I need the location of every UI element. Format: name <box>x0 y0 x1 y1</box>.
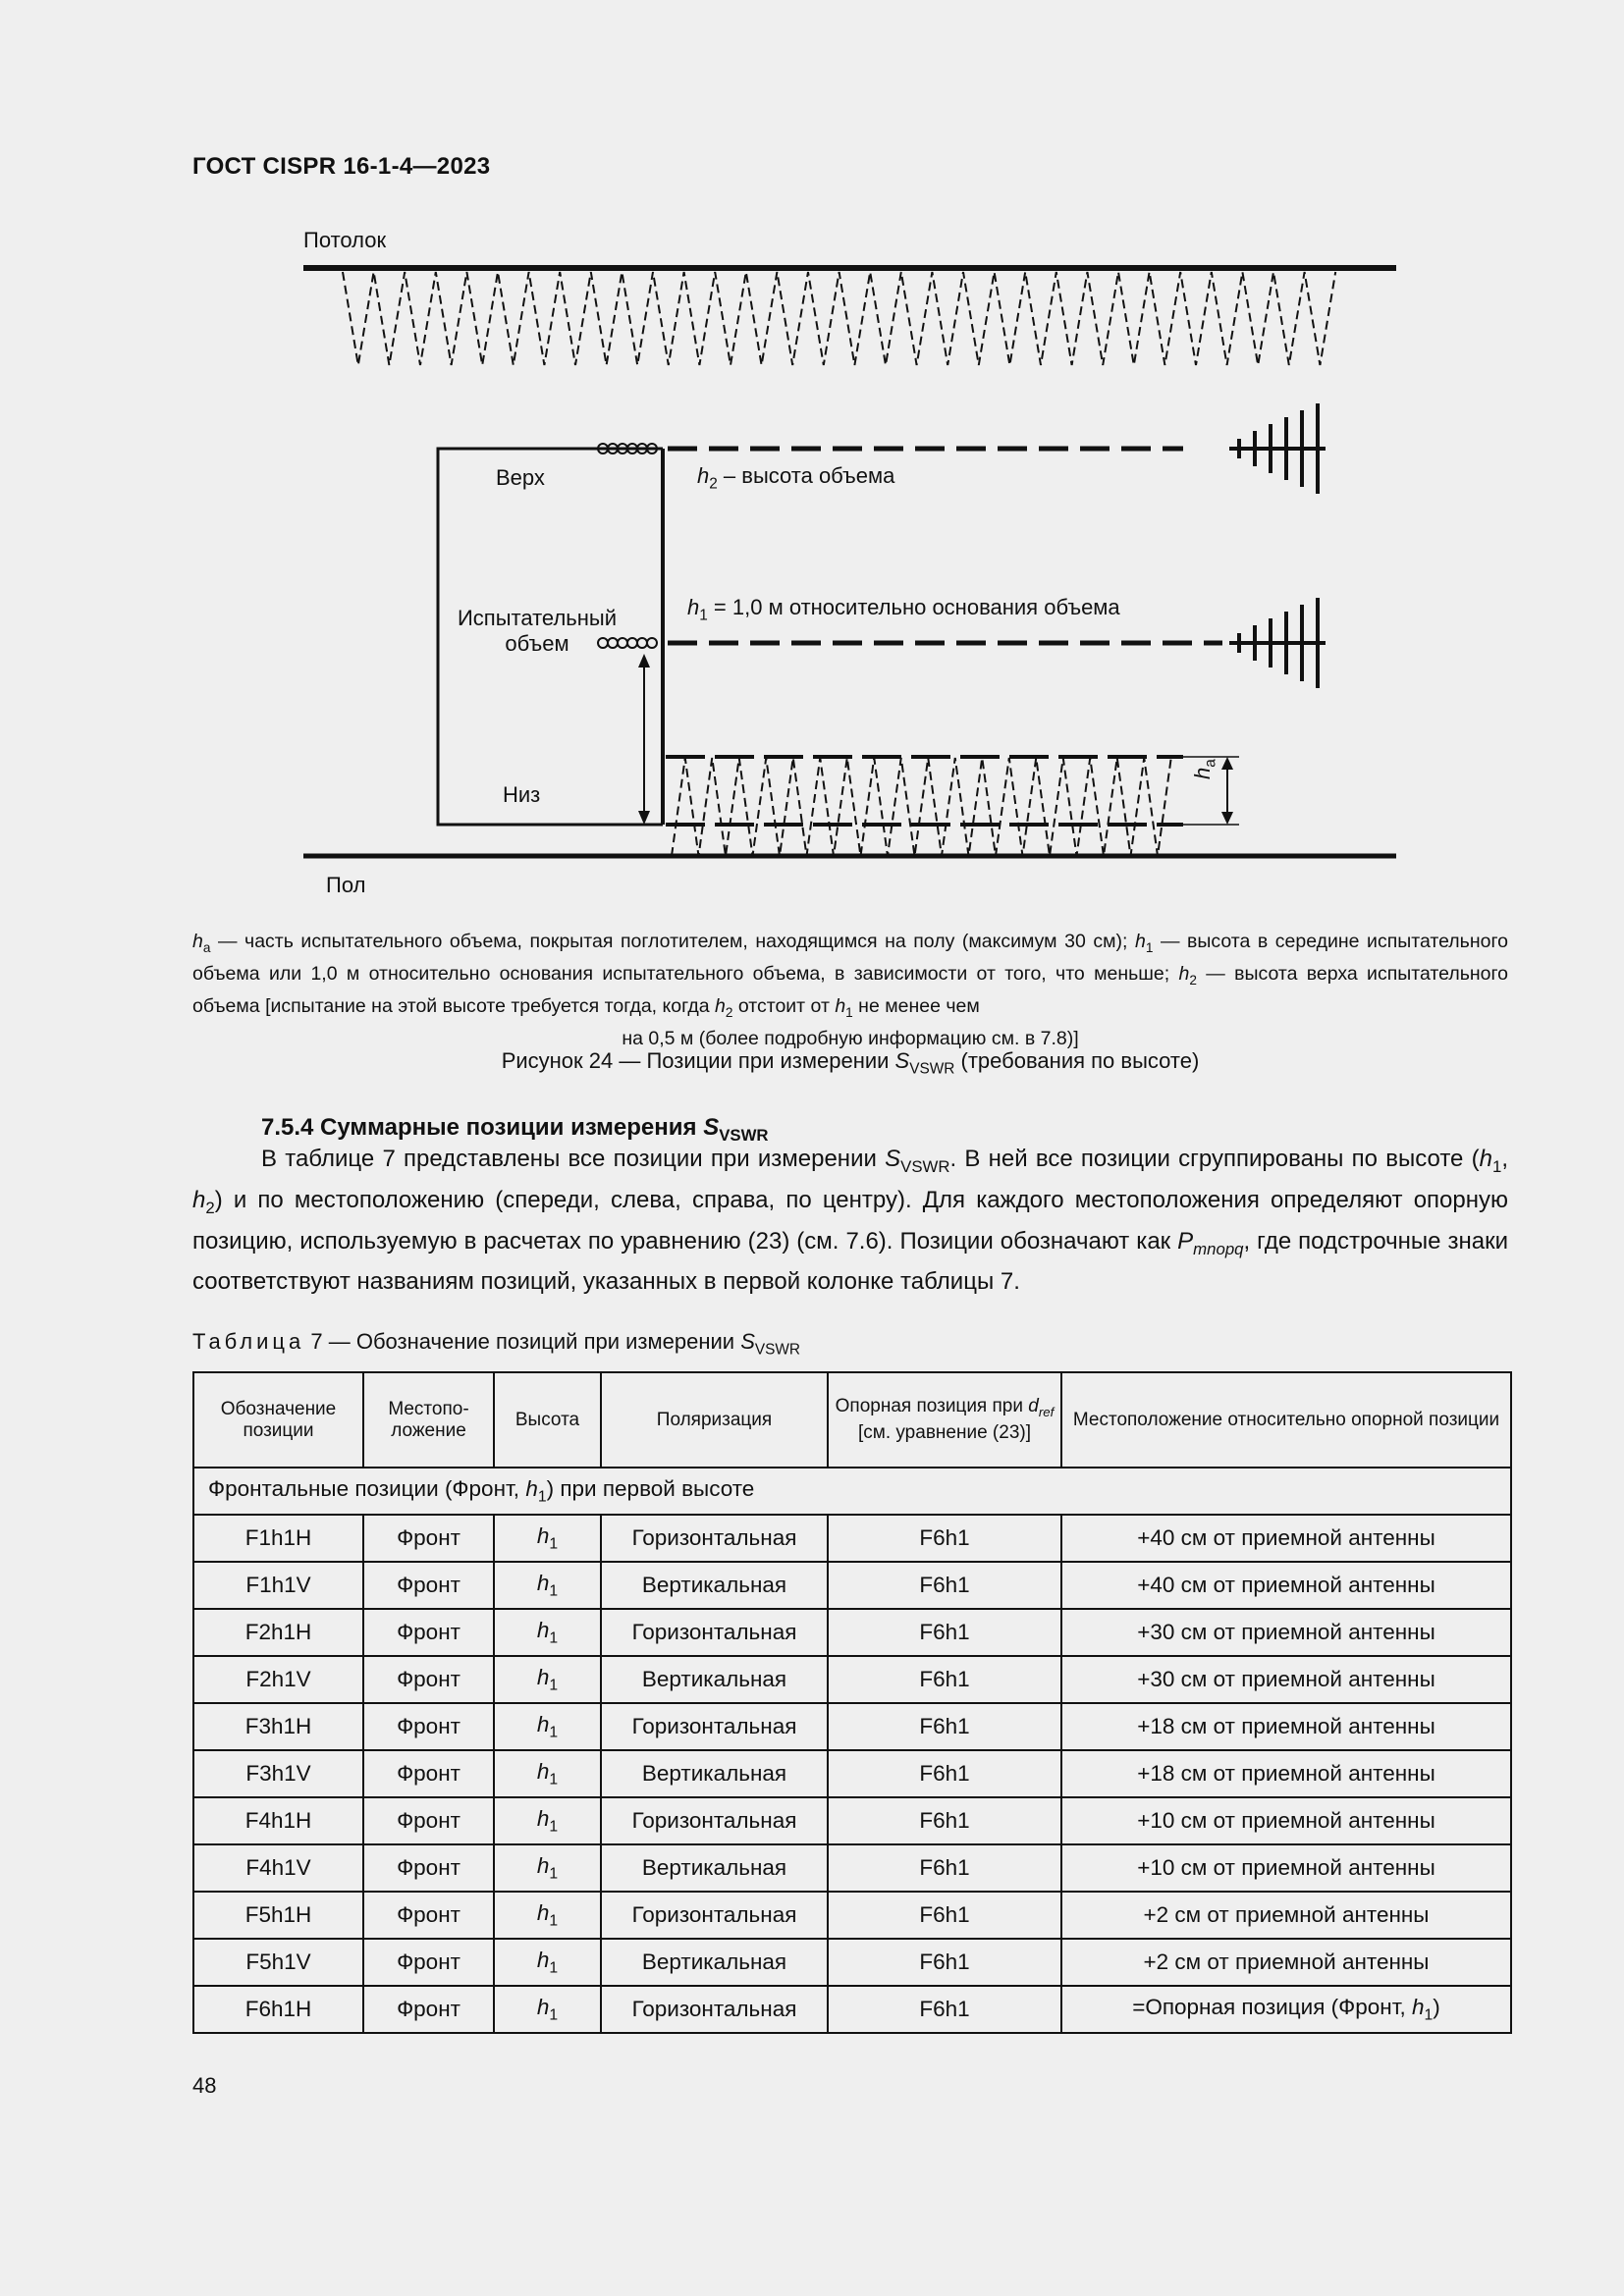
table-row <box>193 1750 1511 1797</box>
cell-relative: +18 см от приемной антенны <box>1061 1750 1511 1797</box>
table-row <box>193 1986 1511 2033</box>
height-arrow-up <box>638 654 650 667</box>
table-row <box>193 1703 1511 1750</box>
header-location: Местопо-ложение <box>363 1372 494 1468</box>
ha-arrow-up <box>1221 757 1233 770</box>
cell-relative: +30 см от приемной антенны <box>1061 1656 1511 1703</box>
cell-reference: F6h1 <box>828 1892 1061 1939</box>
cell-polarization: Горизонтальная <box>601 1515 828 1562</box>
header-relative-location: Местоположение относительно опорной позиции <box>1061 1372 1511 1468</box>
table-caption: Таблица 7 — Обозначение позиций при измерении $S_{VSWR}$ <box>192 1329 801 1359</box>
cell-relative: =Опорная позиция (Фронт, $h_1$) <box>1061 1986 1511 2033</box>
cell-reference: F6h1 <box>828 1939 1061 1986</box>
cell-height: $h_1$ <box>494 1750 601 1797</box>
cell-height: $h_1$ <box>494 1797 601 1844</box>
lpda-antenna-mid <box>1229 598 1326 688</box>
cell-designation: F1h1V <box>193 1562 363 1609</box>
cell-reference: F6h1 <box>828 1703 1061 1750</box>
label-top: Верх <box>496 465 545 490</box>
cell-designation: F1h1H <box>193 1515 363 1562</box>
label-ceiling: Потолок <box>303 228 387 252</box>
cell-polarization: Вертикальная <box>601 1562 828 1609</box>
group-label: Фронтальные позиции (Фронт, $h_1$) при первой высоте <box>193 1468 1511 1515</box>
cell-designation: F4h1H <box>193 1797 363 1844</box>
label-ha: $h_a$ <box>1190 759 1219 779</box>
floor-absorber <box>672 758 1171 856</box>
cell-polarization: Горизонтальная <box>601 1797 828 1844</box>
header-polarization: Поляризация <box>601 1372 828 1468</box>
cell-relative: +40 см от приемной антенны <box>1061 1515 1511 1562</box>
table-row <box>193 1797 1511 1844</box>
cell-height: $h_1$ <box>494 1703 601 1750</box>
antenna-coil-top <box>598 444 657 454</box>
cell-location: Фронт <box>363 1703 494 1750</box>
table-row <box>193 1892 1511 1939</box>
cell-relative: +2 см от приемной антенны <box>1061 1892 1511 1939</box>
table-row <box>193 1562 1511 1609</box>
cell-reference: F6h1 <box>828 1986 1061 2033</box>
table-row <box>193 1939 1511 1986</box>
table-group-row <box>193 1468 1511 1515</box>
body-paragraph: В таблице 7 представлены все позиции при измерении $S_{VSWR}$. В ней все позиции сгруппированы по высоте ($h_1$, $h_2$) и по местоположению (спереди, слева, справа, по центру). Для каждого местоположения определяют опорную позицию, используемую в расчетах по уравнению (23) (см. 7.6). Позиции обозначают как $P_{mnopq}$, где подстрочные знаки соответствуют названиям позиций, указанных в первой колонке таблицы 7. <box>192 1146 1508 1296</box>
cell-location: Фронт <box>363 1844 494 1892</box>
header-designation: Обозначение позиции <box>193 1372 363 1468</box>
cell-polarization: Вертикальная <box>601 1844 828 1892</box>
cell-polarization: Вертикальная <box>601 1656 828 1703</box>
label-test-volume: Испытательный объем <box>457 606 617 656</box>
cell-location: Фронт <box>363 1656 494 1703</box>
cell-reference: F6h1 <box>828 1750 1061 1797</box>
cell-reference: F6h1 <box>828 1656 1061 1703</box>
table-row <box>193 1844 1511 1892</box>
table-row <box>193 1515 1511 1562</box>
cell-location: Фронт <box>363 1609 494 1656</box>
cell-designation: F3h1H <box>193 1703 363 1750</box>
cell-height: $h_1$ <box>494 1892 601 1939</box>
cell-location: Фронт <box>363 1562 494 1609</box>
label-bottom: Низ <box>503 782 541 807</box>
cell-designation: F2h1H <box>193 1609 363 1656</box>
cell-location: Фронт <box>363 1986 494 2033</box>
ceiling-absorber <box>343 272 1335 365</box>
cell-polarization: Вертикальная <box>601 1750 828 1797</box>
figure-caption: Рисунок 24 — Позиции при измерении $S_{VSWR}$ (требования по высоте) <box>501 1048 1200 1078</box>
cell-relative: +2 см от приемной антенны <box>1061 1939 1511 1986</box>
cell-relative: +40 см от приемной антенны <box>1061 1562 1511 1609</box>
cell-height: $h_1$ <box>494 1562 601 1609</box>
cell-height: $h_1$ <box>494 1844 601 1892</box>
cell-reference: F6h1 <box>828 1797 1061 1844</box>
cell-designation: F3h1V <box>193 1750 363 1797</box>
label-h2: $h_2$ – высота объема <box>697 463 895 493</box>
cell-location: Фронт <box>363 1750 494 1797</box>
cell-reference: F6h1 <box>828 1609 1061 1656</box>
cell-polarization: Горизонтальная <box>601 1609 828 1656</box>
cell-designation: F6h1H <box>193 1986 363 2033</box>
cell-reference: F6h1 <box>828 1562 1061 1609</box>
cell-height: $h_1$ <box>494 1609 601 1656</box>
header-reference-position: Опорная позиция при $d_{ref}$ [см. уравнение (23)] <box>828 1372 1061 1468</box>
cell-location: Фронт <box>363 1892 494 1939</box>
cell-polarization: Горизонтальная <box>601 1986 828 2033</box>
lpda-antenna-top <box>1229 403 1326 494</box>
cell-relative: +10 см от приемной антенны <box>1061 1797 1511 1844</box>
cell-relative: +18 см от приемной антенны <box>1061 1703 1511 1750</box>
table-row <box>193 1609 1511 1656</box>
cell-location: Фронт <box>363 1515 494 1562</box>
label-floor: Пол <box>326 873 366 897</box>
cell-reference: F6h1 <box>828 1844 1061 1892</box>
cell-polarization: Горизонтальная <box>601 1892 828 1939</box>
cell-relative: +30 см от приемной антенны <box>1061 1609 1511 1656</box>
cell-height: $h_1$ <box>494 1656 601 1703</box>
cell-height: $h_1$ <box>494 1939 601 1986</box>
header-height: Высота <box>494 1372 601 1468</box>
cell-reference: F6h1 <box>828 1515 1061 1562</box>
cell-location: Фронт <box>363 1939 494 1986</box>
cell-designation: F5h1V <box>193 1939 363 1986</box>
page-number: 48 <box>192 2073 217 2098</box>
cell-height: $h_1$ <box>494 1515 601 1562</box>
height-arrow-down <box>638 811 650 825</box>
cell-designation: F4h1V <box>193 1844 363 1892</box>
cell-height: $h_1$ <box>494 1986 601 2033</box>
section-title: 7.5.4 Суммарные позиции измерения $S_{VSWR}$ <box>261 1114 769 1145</box>
label-h1: $h_1 = 1,0$ м относительно основания объема <box>687 595 1120 624</box>
document-header: ГОСТ CISPR 16-1-4—2023 <box>192 153 491 180</box>
cell-polarization: Горизонтальная <box>601 1703 828 1750</box>
cell-polarization: Вертикальная <box>601 1939 828 1986</box>
cell-relative: +10 см от приемной антенны <box>1061 1844 1511 1892</box>
figure-notes: $h_a$ — часть испытательного объема, покрытая поглотителем, находящимся на полу (максимум 30 см); $h_1$ — высота в середине испытательного объема или 1,0 м относительно основания испытательного объема, в зависимости от того, что меньше; $h_2$ — высота верха испытательного объема [испытание на этой высоте требуется тогда, когда $h_2$ отстоит от $h_1$ не менее чем на 0,5 м (более подробную информацию см. в 7.8)] <box>192 931 1508 1049</box>
table-header-row <box>193 1372 1511 1468</box>
cell-location: Фронт <box>363 1797 494 1844</box>
cell-designation: F2h1V <box>193 1656 363 1703</box>
ha-arrow-down <box>1221 812 1233 825</box>
positions-table <box>192 1371 1512 2034</box>
table-row <box>193 1656 1511 1703</box>
cell-designation: F5h1H <box>193 1892 363 1939</box>
